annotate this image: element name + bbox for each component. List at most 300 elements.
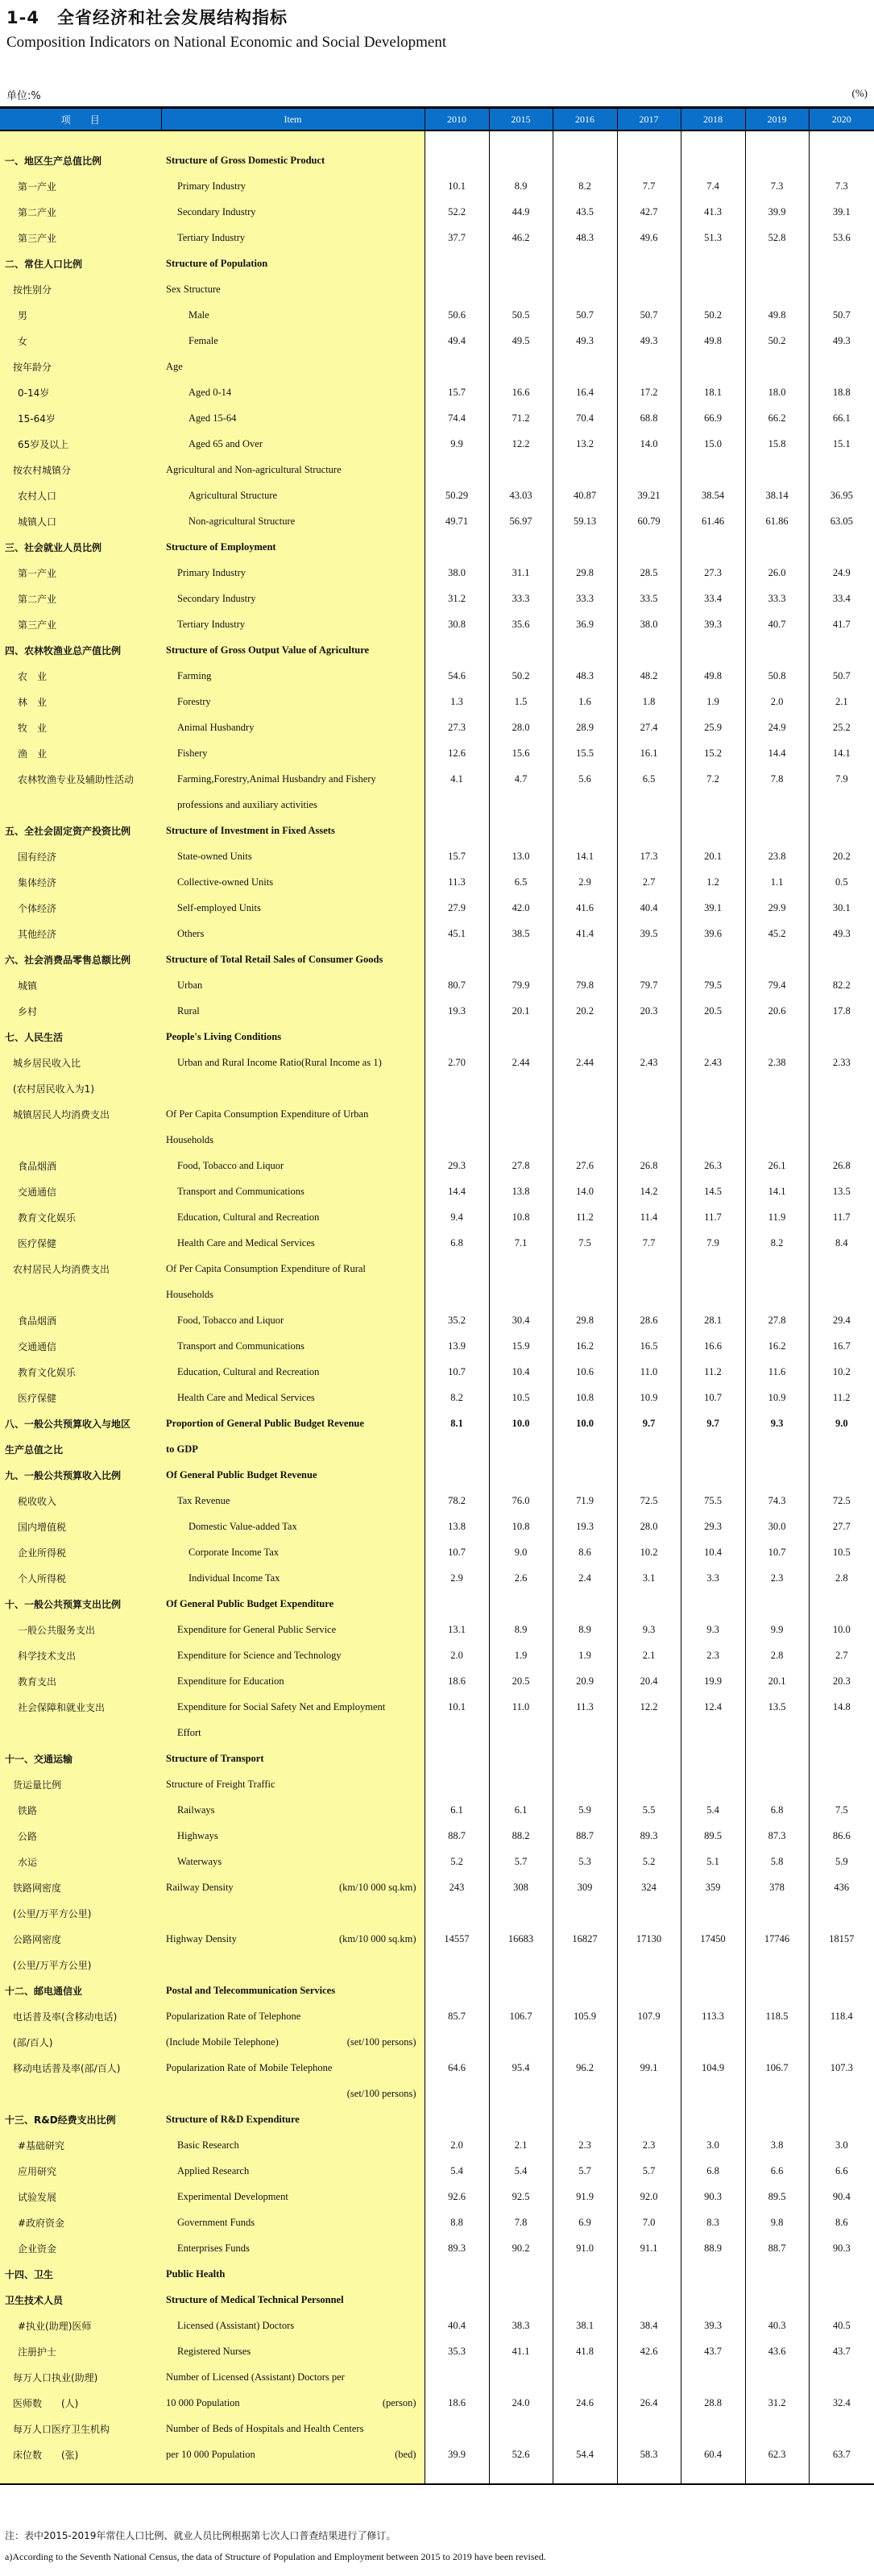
table-row bbox=[0, 1101, 874, 1127]
value-cell bbox=[425, 251, 489, 276]
header-item-en: Item bbox=[161, 108, 425, 131]
value-cell: 54.6 bbox=[425, 663, 489, 689]
value-cell: 5.4 bbox=[681, 1797, 745, 1823]
value-cell: 2.8 bbox=[809, 1565, 874, 1591]
item-en bbox=[161, 1333, 425, 1359]
section-row bbox=[0, 1436, 874, 1462]
value-cell: 5.2 bbox=[425, 1849, 489, 1874]
value-cell bbox=[745, 637, 809, 663]
item-en-text: Education, Cultural and Recreation bbox=[177, 1211, 320, 1223]
value-cell bbox=[553, 1282, 617, 1307]
value-cell: 26.8 bbox=[617, 1153, 681, 1178]
value-cell: 6.6 bbox=[809, 2158, 874, 2184]
value-cell: 54.4 bbox=[553, 2441, 617, 2467]
value-cell bbox=[617, 1282, 681, 1307]
item-en bbox=[161, 2441, 425, 2467]
section-row bbox=[0, 637, 874, 663]
value-cell bbox=[617, 1746, 681, 1771]
value-cell: 14.1 bbox=[745, 1178, 809, 1204]
value-cell bbox=[617, 1771, 681, 1797]
value-cell bbox=[681, 147, 745, 173]
value-cell: 3.8 bbox=[745, 2132, 809, 2158]
value-cell: 27.8 bbox=[489, 1153, 553, 1178]
value-cell: 20.1 bbox=[489, 998, 553, 1024]
value-cell bbox=[489, 2416, 553, 2441]
value-cell bbox=[809, 2029, 874, 2055]
value-cell: 2.43 bbox=[681, 1050, 745, 1075]
table-row bbox=[0, 998, 874, 1024]
value-cell: 31.2 bbox=[745, 2390, 809, 2416]
item-en bbox=[161, 431, 425, 457]
value-cell bbox=[617, 946, 681, 972]
value-cell bbox=[809, 1591, 874, 1617]
item-en-text: Tertiary Industry bbox=[177, 618, 246, 630]
value-cell bbox=[553, 2261, 617, 2287]
item-en bbox=[161, 689, 425, 714]
value-cell bbox=[553, 1952, 617, 1978]
value-cell: 26.8 bbox=[809, 1153, 874, 1178]
item-cn bbox=[0, 1720, 161, 1746]
item-en-text: Of Per Capita Consumption Expenditure of Rural bbox=[166, 1262, 366, 1274]
item-en-text: Corporate Income Tax bbox=[188, 1546, 280, 1558]
value-cell bbox=[617, 2416, 681, 2441]
table-row bbox=[0, 1333, 874, 1359]
value-cell: 5.1 bbox=[681, 1849, 745, 1874]
item-en-text: Applied Research bbox=[177, 2164, 250, 2176]
value-cell bbox=[809, 792, 874, 818]
value-cell: 12.2 bbox=[617, 1694, 681, 1720]
item-en-text: Railway Density bbox=[166, 1881, 234, 1893]
value-cell: 7.2 bbox=[681, 766, 745, 792]
value-cell: 49.8 bbox=[681, 663, 745, 689]
table-row bbox=[0, 1282, 874, 1307]
value-cell: 2.1 bbox=[489, 2132, 553, 2158]
value-cell bbox=[809, 1075, 874, 1101]
value-cell: 39.21 bbox=[617, 482, 681, 508]
item-cn: 按性别分 bbox=[0, 276, 161, 302]
value-cell: 75.5 bbox=[681, 1488, 745, 1514]
value-cell bbox=[681, 130, 745, 147]
spacer-row bbox=[0, 130, 874, 147]
item-en bbox=[161, 1771, 425, 1797]
value-cell: 2.44 bbox=[489, 1050, 553, 1075]
value-cell bbox=[425, 1771, 489, 1797]
value-cell: 16827 bbox=[553, 1926, 617, 1952]
value-cell bbox=[745, 1900, 809, 1926]
item-cn: 其他经济 bbox=[0, 921, 161, 946]
table-row bbox=[0, 1952, 874, 1978]
value-cell: 107.3 bbox=[809, 2055, 874, 2081]
value-cell: 50.7 bbox=[809, 302, 874, 328]
item-en bbox=[161, 2209, 425, 2235]
value-cell: 3.1 bbox=[617, 1565, 681, 1591]
item-en-text: Structure of Gross Domestic Product bbox=[166, 154, 325, 166]
value-cell: 10.0 bbox=[809, 1617, 874, 1642]
item-en-text: Farming bbox=[177, 669, 212, 681]
value-cell: 436 bbox=[809, 1874, 874, 1900]
value-cell: 52.8 bbox=[745, 225, 809, 251]
value-cell bbox=[617, 2261, 681, 2287]
value-cell: 30.1 bbox=[809, 895, 874, 921]
value-cell bbox=[489, 1978, 553, 2003]
item-cn: 试验发展 bbox=[0, 2184, 161, 2209]
value-cell: 58.3 bbox=[617, 2441, 681, 2467]
value-cell: 17746 bbox=[745, 1926, 809, 1952]
value-cell: 95.4 bbox=[489, 2055, 553, 2081]
value-cell: 9.3 bbox=[617, 1617, 681, 1642]
item-cn: 医疗保健 bbox=[0, 1385, 161, 1410]
value-cell: 9.8 bbox=[745, 2209, 809, 2235]
value-cell bbox=[489, 1900, 553, 1926]
value-cell bbox=[809, 2287, 874, 2313]
value-cell bbox=[489, 792, 553, 818]
value-cell: 17130 bbox=[617, 1926, 681, 1952]
item-cn bbox=[0, 2081, 161, 2106]
item-cn: 乡村 bbox=[0, 998, 161, 1024]
item-en-text: Food, Tobacco and Liquor bbox=[177, 1314, 284, 1326]
value-cell bbox=[745, 1075, 809, 1101]
value-cell bbox=[617, 2029, 681, 2055]
table-row bbox=[0, 1668, 874, 1694]
item-en-text: Government Funds bbox=[177, 2216, 255, 2228]
value-cell: 359 bbox=[681, 1874, 745, 1900]
table-row bbox=[0, 482, 874, 508]
item-en bbox=[161, 1385, 425, 1410]
item-en bbox=[161, 1823, 425, 1849]
item-cn: 教育文化娱乐 bbox=[0, 1204, 161, 1230]
table-heading bbox=[6, 5, 446, 52]
value-cell: 64.6 bbox=[425, 2055, 489, 2081]
value-cell: 8.2 bbox=[425, 1385, 489, 1410]
value-cell: 15.0 bbox=[681, 431, 745, 457]
item-cn: 十二、邮电通信业 bbox=[0, 1978, 161, 2003]
value-cell: 118.5 bbox=[745, 2003, 809, 2029]
table-row bbox=[0, 2313, 874, 2338]
value-cell bbox=[681, 792, 745, 818]
item-en bbox=[161, 2055, 425, 2081]
table-row bbox=[0, 1307, 874, 1333]
value-cell: 1.2 bbox=[681, 869, 745, 895]
item-cn: 三、社会就业人员比例 bbox=[0, 534, 161, 560]
item-en bbox=[161, 328, 425, 354]
value-cell: 16.6 bbox=[489, 379, 553, 405]
item-en-text: (Include Mobile Telephone) bbox=[166, 2036, 279, 2048]
table-row bbox=[0, 895, 874, 921]
item-cn: 第二产业 bbox=[0, 586, 161, 611]
value-cell: 5.4 bbox=[489, 2158, 553, 2184]
value-cell bbox=[617, 1462, 681, 1488]
item-cn: 教育支出 bbox=[0, 1668, 161, 1694]
value-cell: 106.7 bbox=[745, 2055, 809, 2081]
item-cn: 十三、R&D经费支出比例 bbox=[0, 2106, 161, 2132]
value-cell: 45.1 bbox=[425, 921, 489, 946]
value-cell: 5.7 bbox=[553, 2158, 617, 2184]
value-cell: 5.5 bbox=[617, 1797, 681, 1823]
value-cell bbox=[553, 276, 617, 302]
value-cell: 14.8 bbox=[809, 1694, 874, 1720]
value-cell: 1.5 bbox=[489, 689, 553, 714]
value-cell: 10.4 bbox=[489, 1359, 553, 1385]
table-row bbox=[0, 2055, 874, 2081]
value-cell: 2.3 bbox=[553, 2132, 617, 2158]
value-cell: 118.4 bbox=[809, 2003, 874, 2029]
item-en bbox=[161, 1617, 425, 1642]
value-cell: 42.0 bbox=[489, 895, 553, 921]
value-cell bbox=[809, 457, 874, 482]
value-cell bbox=[489, 2467, 553, 2484]
value-cell bbox=[489, 1952, 553, 1978]
item-en bbox=[161, 1488, 425, 1514]
item-en bbox=[161, 457, 425, 482]
value-cell: 40.4 bbox=[425, 2313, 489, 2338]
value-cell: 5.9 bbox=[809, 1849, 874, 1874]
value-cell bbox=[617, 2287, 681, 2313]
value-cell: 63.05 bbox=[809, 508, 874, 534]
item-en bbox=[161, 1024, 425, 1050]
table-row bbox=[0, 2029, 874, 2055]
value-cell: 42.6 bbox=[617, 2338, 681, 2364]
item-en bbox=[161, 302, 425, 328]
value-cell: 6.1 bbox=[425, 1797, 489, 1823]
value-cell bbox=[489, 818, 553, 843]
item-cn: 二、常住人口比例 bbox=[0, 251, 161, 276]
value-cell bbox=[617, 792, 681, 818]
item-en-text: Forestry bbox=[177, 695, 211, 707]
item-cn bbox=[0, 130, 161, 147]
table-row bbox=[0, 1720, 874, 1746]
value-cell: 79.7 bbox=[617, 972, 681, 998]
value-cell: 7.3 bbox=[745, 173, 809, 199]
item-cn: 一般公共服务支出 bbox=[0, 1617, 161, 1642]
value-cell bbox=[617, 1900, 681, 1926]
value-cell: 2.3 bbox=[681, 1642, 745, 1668]
value-cell: 2.0 bbox=[745, 689, 809, 714]
item-en bbox=[161, 173, 425, 199]
value-cell: 61.86 bbox=[745, 508, 809, 534]
item-en bbox=[161, 1256, 425, 1282]
value-cell: 9.9 bbox=[425, 431, 489, 457]
value-cell bbox=[681, 2029, 745, 2055]
value-cell: 24.6 bbox=[553, 2390, 617, 2416]
value-cell bbox=[681, 276, 745, 302]
value-cell: 82.2 bbox=[809, 972, 874, 998]
value-cell bbox=[553, 1720, 617, 1746]
value-cell bbox=[489, 1462, 553, 1488]
item-en-text: Of General Public Budget Expenditure bbox=[166, 1597, 334, 1609]
value-cell: 50.2 bbox=[489, 663, 553, 689]
section-row bbox=[0, 1024, 874, 1050]
value-cell: 43.5 bbox=[553, 199, 617, 225]
item-en-text: Structure of Population bbox=[166, 257, 268, 269]
value-cell: 1.3 bbox=[425, 689, 489, 714]
value-cell: 2.4 bbox=[553, 1565, 617, 1591]
item-cn: 第一产业 bbox=[0, 173, 161, 199]
value-cell: 6.6 bbox=[745, 2158, 809, 2184]
value-cell: 27.4 bbox=[617, 714, 681, 740]
value-cell: 40.4 bbox=[617, 895, 681, 921]
value-cell: 41.1 bbox=[489, 2338, 553, 2364]
value-cell bbox=[809, 1127, 874, 1153]
value-cell bbox=[617, 2106, 681, 2132]
item-cn: #执业(助理)医师 bbox=[0, 2313, 161, 2338]
value-cell: 14.5 bbox=[681, 1178, 745, 1204]
item-en-text: Waterways bbox=[177, 1855, 222, 1867]
value-cell: 14.4 bbox=[745, 740, 809, 766]
value-cell: 11.6 bbox=[745, 1359, 809, 1385]
value-cell bbox=[425, 637, 489, 663]
item-en-text: Aged 65 and Over bbox=[188, 437, 263, 449]
value-cell: 16.2 bbox=[553, 1333, 617, 1359]
item-en-text: Secondary Industry bbox=[177, 592, 256, 604]
value-cell bbox=[745, 1127, 809, 1153]
value-cell bbox=[489, 2081, 553, 2106]
value-cell: 11.3 bbox=[553, 1694, 617, 1720]
value-cell bbox=[809, 147, 874, 173]
value-cell bbox=[425, 1282, 489, 1307]
value-cell: 16.1 bbox=[617, 740, 681, 766]
item-en-text: State-owned Units bbox=[177, 850, 252, 862]
item-en bbox=[161, 482, 425, 508]
item-en bbox=[161, 2467, 425, 2484]
unit-left: 单位:% bbox=[6, 90, 41, 102]
value-cell: 378 bbox=[745, 1874, 809, 1900]
value-cell bbox=[425, 1900, 489, 1926]
value-cell: 41.6 bbox=[553, 895, 617, 921]
value-cell bbox=[745, 534, 809, 560]
value-cell: 10.7 bbox=[681, 1385, 745, 1410]
value-cell bbox=[553, 946, 617, 972]
value-cell bbox=[553, 792, 617, 818]
value-cell bbox=[553, 251, 617, 276]
value-cell: 2.1 bbox=[809, 689, 874, 714]
value-cell: 86.6 bbox=[809, 1823, 874, 1849]
header-row bbox=[0, 108, 874, 131]
value-cell: 50.6 bbox=[425, 302, 489, 328]
item-cn bbox=[0, 1282, 161, 1307]
value-cell: 38.4 bbox=[617, 2313, 681, 2338]
value-cell: 26.4 bbox=[617, 2390, 681, 2416]
table-row bbox=[0, 276, 874, 302]
value-cell: 3.0 bbox=[681, 2132, 745, 2158]
header-item-cn: 项 目 bbox=[0, 108, 161, 131]
value-cell: 39.1 bbox=[809, 199, 874, 225]
item-en bbox=[161, 766, 425, 792]
value-cell: 20.1 bbox=[681, 843, 745, 869]
value-cell: 25.9 bbox=[681, 714, 745, 740]
value-cell bbox=[745, 1771, 809, 1797]
item-en-text: per 10 000 Population bbox=[166, 2448, 255, 2460]
item-cn: 农林牧渔专业及辅助性活动 bbox=[0, 766, 161, 792]
value-cell: 39.1 bbox=[681, 895, 745, 921]
value-cell: 60.4 bbox=[681, 2441, 745, 2467]
value-cell bbox=[745, 276, 809, 302]
table-row bbox=[0, 792, 874, 818]
value-cell bbox=[489, 1075, 553, 1101]
value-cell bbox=[553, 1978, 617, 2003]
value-cell: 50.2 bbox=[681, 302, 745, 328]
value-cell: 79.5 bbox=[681, 972, 745, 998]
item-en-text: Postal and Telecommunication Services bbox=[166, 1984, 336, 1996]
value-cell: 89.3 bbox=[617, 1823, 681, 1849]
value-cell bbox=[425, 130, 489, 147]
value-cell: 70.4 bbox=[553, 405, 617, 431]
value-cell bbox=[553, 818, 617, 843]
item-en-text: Experimental Development bbox=[177, 2190, 288, 2202]
item-en-text: Male bbox=[188, 309, 209, 321]
value-cell: 8.9 bbox=[489, 173, 553, 199]
value-cell bbox=[553, 1127, 617, 1153]
value-cell bbox=[745, 2287, 809, 2313]
value-cell: 18.6 bbox=[425, 1668, 489, 1694]
header-year: 2016 bbox=[553, 108, 617, 131]
item-cn: 医疗保健 bbox=[0, 1230, 161, 1256]
item-cn: #政府资金 bbox=[0, 2209, 161, 2235]
value-cell: 12.2 bbox=[489, 431, 553, 457]
value-cell: 29.8 bbox=[553, 1307, 617, 1333]
value-cell bbox=[809, 1771, 874, 1797]
value-cell: 56.97 bbox=[489, 508, 553, 534]
value-cell: 10.9 bbox=[617, 1385, 681, 1410]
item-unit: (km/10 000 sq.km) bbox=[339, 1881, 416, 1893]
value-cell: 50.29 bbox=[425, 482, 489, 508]
value-cell: 10.7 bbox=[425, 1359, 489, 1385]
value-cell: 38.0 bbox=[425, 560, 489, 586]
value-cell: 2.8 bbox=[745, 1642, 809, 1668]
value-cell bbox=[489, 534, 553, 560]
value-cell bbox=[553, 354, 617, 379]
item-en-text: Households bbox=[166, 1133, 214, 1145]
table-row bbox=[0, 2132, 874, 2158]
value-cell bbox=[553, 1256, 617, 1282]
value-cell: 29.9 bbox=[745, 895, 809, 921]
value-cell: 15.5 bbox=[553, 740, 617, 766]
value-cell: 28.6 bbox=[617, 1307, 681, 1333]
section-row bbox=[0, 818, 874, 843]
value-cell bbox=[681, 534, 745, 560]
value-cell: 107.9 bbox=[617, 2003, 681, 2029]
value-cell: 79.9 bbox=[489, 972, 553, 998]
item-cn: 交通通信 bbox=[0, 1178, 161, 1204]
value-cell bbox=[681, 1462, 745, 1488]
item-cn: 注册护士 bbox=[0, 2338, 161, 2364]
value-cell: 5.2 bbox=[617, 1849, 681, 1874]
item-cn: (部/百人) bbox=[0, 2029, 161, 2055]
value-cell bbox=[809, 1720, 874, 1746]
value-cell: 10.1 bbox=[425, 1694, 489, 1720]
value-cell bbox=[489, 1771, 553, 1797]
value-cell: 4.7 bbox=[489, 766, 553, 792]
value-cell: 87.3 bbox=[745, 1823, 809, 1849]
value-cell: 324 bbox=[617, 1874, 681, 1900]
value-cell: 13.8 bbox=[425, 1514, 489, 1539]
item-en bbox=[161, 1952, 425, 1978]
table-row bbox=[0, 1204, 874, 1230]
value-cell: 33.4 bbox=[681, 586, 745, 611]
value-cell bbox=[617, 1436, 681, 1462]
footnote-cn: 注：表中2015-2019年常住人口比例、就业人员比例根据第七次人口普查结果进行了修订。 bbox=[5, 2530, 396, 2541]
value-cell bbox=[681, 1952, 745, 1978]
section-row bbox=[0, 1746, 874, 1771]
value-cell: 20.6 bbox=[745, 998, 809, 1024]
value-cell bbox=[745, 130, 809, 147]
value-cell bbox=[489, 1720, 553, 1746]
value-cell: 1.9 bbox=[553, 1642, 617, 1668]
value-cell: 2.43 bbox=[617, 1050, 681, 1075]
value-cell: 90.2 bbox=[489, 2235, 553, 2261]
value-cell bbox=[489, 1101, 553, 1127]
value-cell bbox=[489, 457, 553, 482]
value-cell bbox=[617, 1591, 681, 1617]
